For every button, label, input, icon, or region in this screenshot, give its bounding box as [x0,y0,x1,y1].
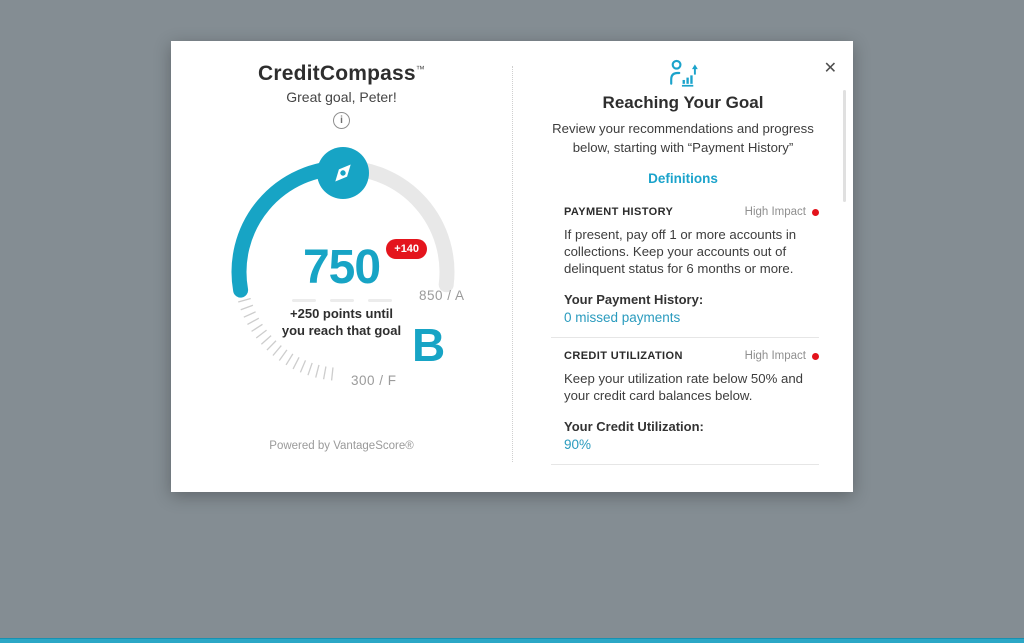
recommendations-panel [513,41,853,492]
gauge-max-label: 850 / A [419,288,465,303]
impact-label [745,350,819,362]
payment-history-advice: If present, pay off 1 or more accounts in collections. Keep your accounts out of delinquent status for 6 months or more. [564,227,797,277]
brand-name: CreditCompass [257,62,416,85]
gauge-min-label: 300 / F [351,373,397,388]
payment-history-stat-value[interactable]: 0 missed payments [564,310,681,326]
credit-utilization-heading: CREDIT UTILIZATION [564,350,683,363]
compass-knob [317,147,369,199]
impact-text: High Impact [744,350,806,363]
high-impact-dot-icon [812,209,819,216]
credit-grade: B [412,319,446,371]
modal-scrollbar[interactable] [843,90,846,202]
credit-utilization-stat-value[interactable]: 90% [564,436,592,452]
credit-utilization-stat-label: Your Credit Utilization: [564,418,704,434]
bottom-accent-bar [0,638,1024,643]
goal-progress-line2: you reach that goal [281,322,402,338]
section-divider [551,337,819,338]
person-growth-chart-icon [668,59,698,87]
credit-compass-modal [171,41,853,492]
impact-text: High Impact [744,206,806,219]
powered-by-text: Powered by VantageScore® [269,440,414,452]
section-divider [551,464,819,465]
section-description: Review your recommendations and progress below, starting with “Payment History” [552,121,814,155]
score-delta-badge: +140 [386,239,427,259]
info-icon[interactable]: i [333,112,350,129]
goal-progress-line1: +250 points until [290,306,393,321]
gauge-panel [171,41,512,492]
recommendation-credit-utilization [551,350,819,452]
trademark-symbol: ™ [415,64,425,74]
recommendation-payment-history [551,206,819,325]
high-impact-dot-icon [812,353,819,360]
impact-label [745,206,819,218]
page-title [171,62,512,86]
definitions-link[interactable]: Definitions [648,171,718,187]
goal-progress-text [171,306,512,340]
credit-score-value: 750 [302,241,381,294]
greeting-text: Great goal, Peter! [286,89,397,105]
payment-history-heading: PAYMENT HISTORY [564,206,674,219]
credit-utilization-advice: Keep your utilization rate below 50% and your credit card balances below. [564,371,803,404]
payment-history-stat-label: Your Payment History: [564,292,704,308]
section-title: Reaching Your Goal [602,93,764,112]
close-icon[interactable]: ✕ [823,60,837,77]
